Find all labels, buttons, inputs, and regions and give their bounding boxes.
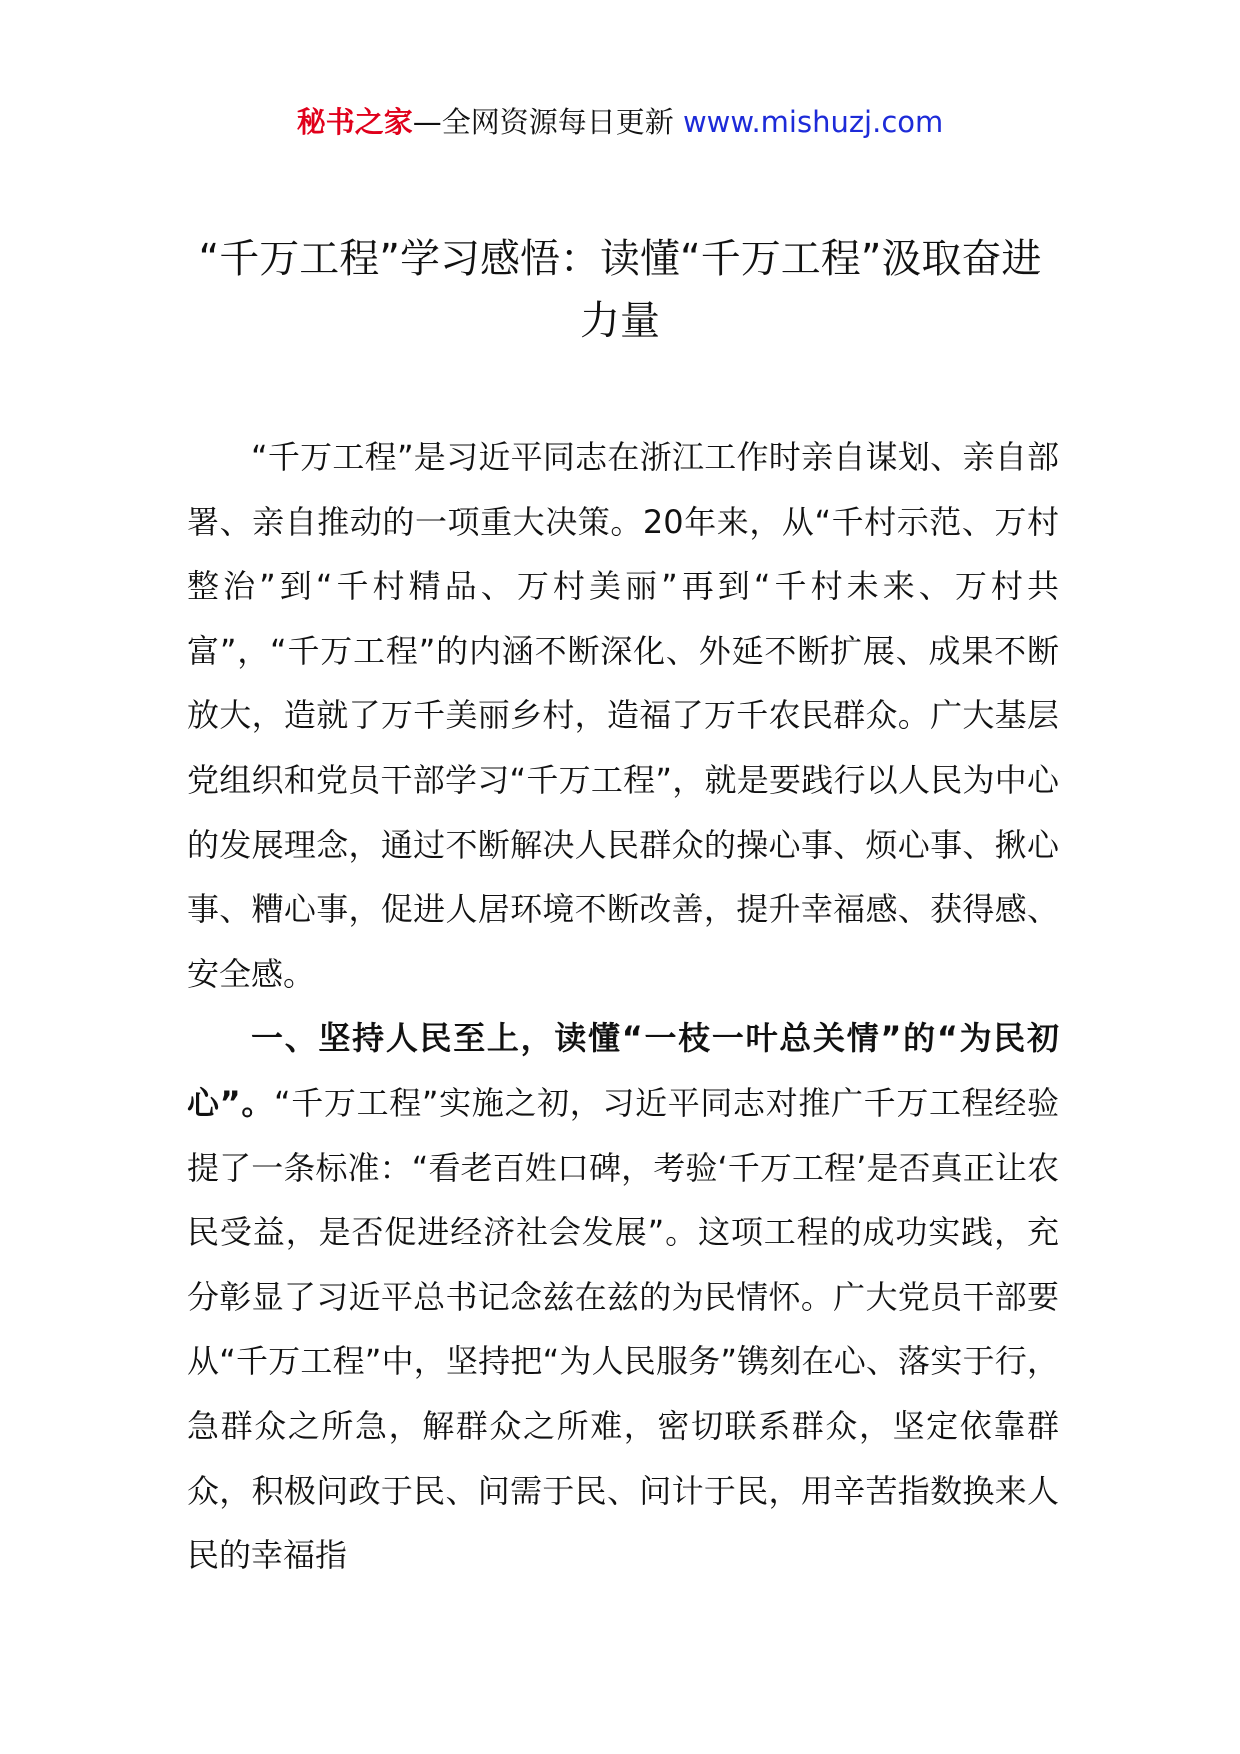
site-header xyxy=(0,102,1240,142)
document-body xyxy=(187,425,1059,1588)
paragraph xyxy=(187,1006,1059,1587)
paragraph-text: “千万工程”实施之初，习近平同志对推广千万工程经验提了一条标准：“看老百姓口碑，考验‘千万工程’是否真正让农民受益，是否促进经济社会发展”。这项工程的成功实践，充分彰显了习近平总书记念兹在兹的为民情怀。广大党员干部要从“千万工程”中，坚持把“为人民服务”镌刻在心、落实于行，急群众之所急，解群众之所难，密切联系群众，坚定依靠群众，积极问政于民、问需于民、问计于民，用辛苦指数换来人民的幸福指 xyxy=(187,1083,1059,1575)
paragraph-text: “千万工程”是习近平同志在浙江工作时亲自谋划、亲自部署、亲自推动的一项重大决策。20年来，从“千村示范、万村整治”到“千村精品、万村美丽”再到“千村未来、万村共富”，“千万工程”的内涵不断深化、外延不断扩展、成果不断放大，造就了万千美丽乡村，造福了万千农民群众。广大基层党组织和党员干部学习“千万工程”，就是要践行以人民为中心的发展理念，通过不断解决人民群众的操心事、烦心事、揪心事、糟心事，促进人居环境不断改善，提升幸福感、获得感、安全感。 xyxy=(187,438,1059,993)
header-tagline: —全网资源每日更新 xyxy=(412,105,674,139)
brand-name: 秘书之家 xyxy=(296,105,413,139)
paragraph xyxy=(187,425,1059,1006)
document-title: “千万工程”学习感悟：读懂“千万工程”汲取奋进力量 xyxy=(198,236,1042,344)
section-heading: 一、坚持人民至上，读懂“一枝一叶总关情”的“为民初心”。 xyxy=(187,1019,1059,1122)
site-url-link[interactable]: www.mishuzj.com xyxy=(682,105,944,139)
